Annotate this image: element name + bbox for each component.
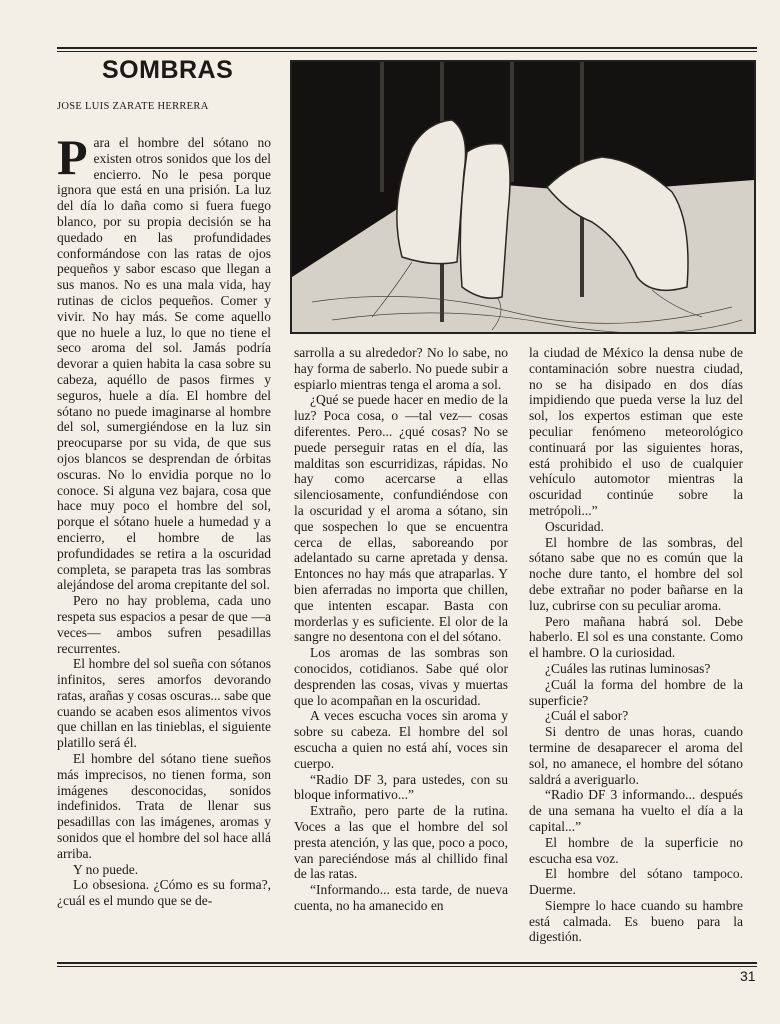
article-paragraph: A veces escucha voces sin aroma y sobre su cabeza. El hombre del sol escucha a quien no está ahí, voces sin cuerpo. xyxy=(294,708,508,771)
article-column-2 xyxy=(294,345,508,960)
article-paragraph: Pero mañana habrá sol. Debe haberlo. El sol es una constante. Como el hambre. O la curiosidad. xyxy=(529,613,743,661)
article-paragraph: “Radio DF 3, para ustedes, con su bloque informativo...” xyxy=(294,771,508,803)
article-paragraph: “Radio DF 3 informando... después de una semana ha vuelto el día a la capital...” xyxy=(529,787,743,834)
page-number: 31 xyxy=(740,968,756,984)
article-paragraph: Para el hombre del sótano no existen otros sonidos que los del encierro. No le pesa porque ignora que está en una prisión. La luz del día lo daña como si fuera fuego blanco, por su propia decisión se ha quedado en las profundidades conformándose con las ratas de ojos pequeños y sabor escaso que llegan a sus manos. No es una mala vida, hay rutinas de ciclos pequeños. Comer y vivir. No hay más. Se come aquello que no huele a luz, lo que no tiene el seco aroma del sol. Jamás podría devorar a quien habita la casa sobre su cabeza, aquéllo de pasos firmes y seguros, huele a día. El hombre del sótano no puede imaginarse al hombre del sol, sumergiéndose en la luz sin preocuparse por su vida, de que sus ojos blancos se desprendan de órbitas oscuras. No lo envidia porque no lo conoce. Si alguna vez bajara, cosa que hace muy poco el hombre del sol, porque el sótano huele a humedad y a encierro, el hombre de las profundidades se retira a la oscuridad completa, se parapeta tras las sombras alejándose del aroma crepitante del sol. xyxy=(57,129,271,593)
article-paragraph: ¿Cuál el sabor? xyxy=(545,708,629,724)
bottom-rule xyxy=(57,962,757,964)
article-paragraph: El hombre de la superficie no escucha esa voz. xyxy=(529,834,743,866)
drop-cap: P xyxy=(57,129,88,185)
article-paragraph: ¿Qué se puede hacer en medio de la luz? Poca cosa, o —tal vez— cosas diferentes. Pero... ¿qué cosas? No se puede perseguir ratas en el día, las malditas son escurridizas, rápidas. No hay como acercarse a ellas silenciosamente, confundiéndose con la oscuridad y el aroma a sótano, sin que sospechen lo que se encuentra cerca de ellas, saboreando por adelantado su carne apretada y densa. Entonces no hay más que atraparlas. Y bien aferradas no importa que chillen, que intenten escapar. Basta con morderlas y es suficiente. El olor de la sangre no desentona con el del sótano. xyxy=(294,392,508,645)
article-paragraph: Y no puede. xyxy=(73,861,139,877)
article-paragraph: sarrolla a su alrededor? No lo sabe, no hay forma de saberlo. No puede subir a espiarlo mientras tenga el aroma a sol. xyxy=(294,345,508,392)
article-paragraph: ¿Cuáles las rutinas luminosas? xyxy=(545,660,711,676)
article-paragraph: ¿Cuál la forma del hombre de la superficie? xyxy=(529,676,743,708)
bottom-rule-thin xyxy=(57,966,757,967)
article-title: SOMBRAS xyxy=(102,56,234,84)
article-paragraph: Lo obsesiona. ¿Cómo es su forma?, ¿cuál es el mundo que se de- xyxy=(57,877,271,909)
article-paragraph: la ciudad de México la densa nube de contaminación sobre nuestra ciudad, no se ha disipado en dos días impidiendo que pueda verse la luz del sol, los expertos estiman que este peculiar fenómeno meteorológico continuará por las siguientes horas, está prohibido el uso de cualquier vehículo automotor mientras la oscuridad continúe sobre la metrópoli...” xyxy=(529,345,743,518)
illustration-drawing xyxy=(292,62,754,332)
article-paragraph: El hombre de las sombras, del sótano sabe que no es común que la noche dure tanto, el hombre del sol debe extrañar no poder bañarse en la luz, cubrirse con su peculiar aroma. xyxy=(529,534,743,613)
article-paragraph: Los aromas de las sombras son conocidos, cotidianos. Sabe qué olor desprenden las cosas, vivas y muertas que lo acompañan en la oscuridad. xyxy=(294,645,508,708)
article-column-3 xyxy=(529,345,743,960)
article-paragraph: Extraño, pero parte de la rutina. Voces a las que el hombre del sol presta atención, y las que, poco a poco, van pareciéndose más al chillido final de las ratas. xyxy=(294,803,508,882)
article-paragraph: Pero no hay problema, cada uno respeta sus espacios a pesar de que —a veces— ambos sufren pesadillas recurrentes. xyxy=(57,593,271,656)
top-rule xyxy=(57,47,757,49)
article-paragraph: Oscuridad. xyxy=(545,518,604,534)
article-paragraph: “Informando... esta tarde, de nueva cuenta, no ha amanecido en xyxy=(294,882,508,913)
article-paragraph: El hombre del sótano tiene sueños más imprecisos, no tienen forma, son imágenes desconocidas, sonidos indefinidos. Trata de llenar sus pesadillas con las imágenes, aromas y sonidos que el hombre del sol hace allá arriba. xyxy=(57,751,271,861)
article-paragraph: El hombre del sol sueña con sótanos infinitos, seres amorfos devorando ratas, arañas y cosas oscuras... sabe que cuando se acaben esos alimentos vivos que chillan en las tinieblas, el siguiente platillo será él. xyxy=(57,656,271,751)
article-paragraph: El hombre del sótano tampoco. Duerme. xyxy=(529,866,743,898)
article-paragraph: Si dentro de unas horas, cuando termine de desaparecer el aroma del sol, no amanece, el hombre del sótano saldrá a averiguarlo. xyxy=(529,724,743,787)
article-paragraph: Siempre lo hace cuando su hambre está calmada. Es bueno para la digestión. xyxy=(529,897,743,945)
hands-gripping-bars-illustration xyxy=(290,60,756,334)
article-column-1 xyxy=(57,129,271,960)
article-author: JOSE LUIS ZARATE HERRERA xyxy=(57,101,209,112)
top-rule-thin xyxy=(57,51,757,52)
